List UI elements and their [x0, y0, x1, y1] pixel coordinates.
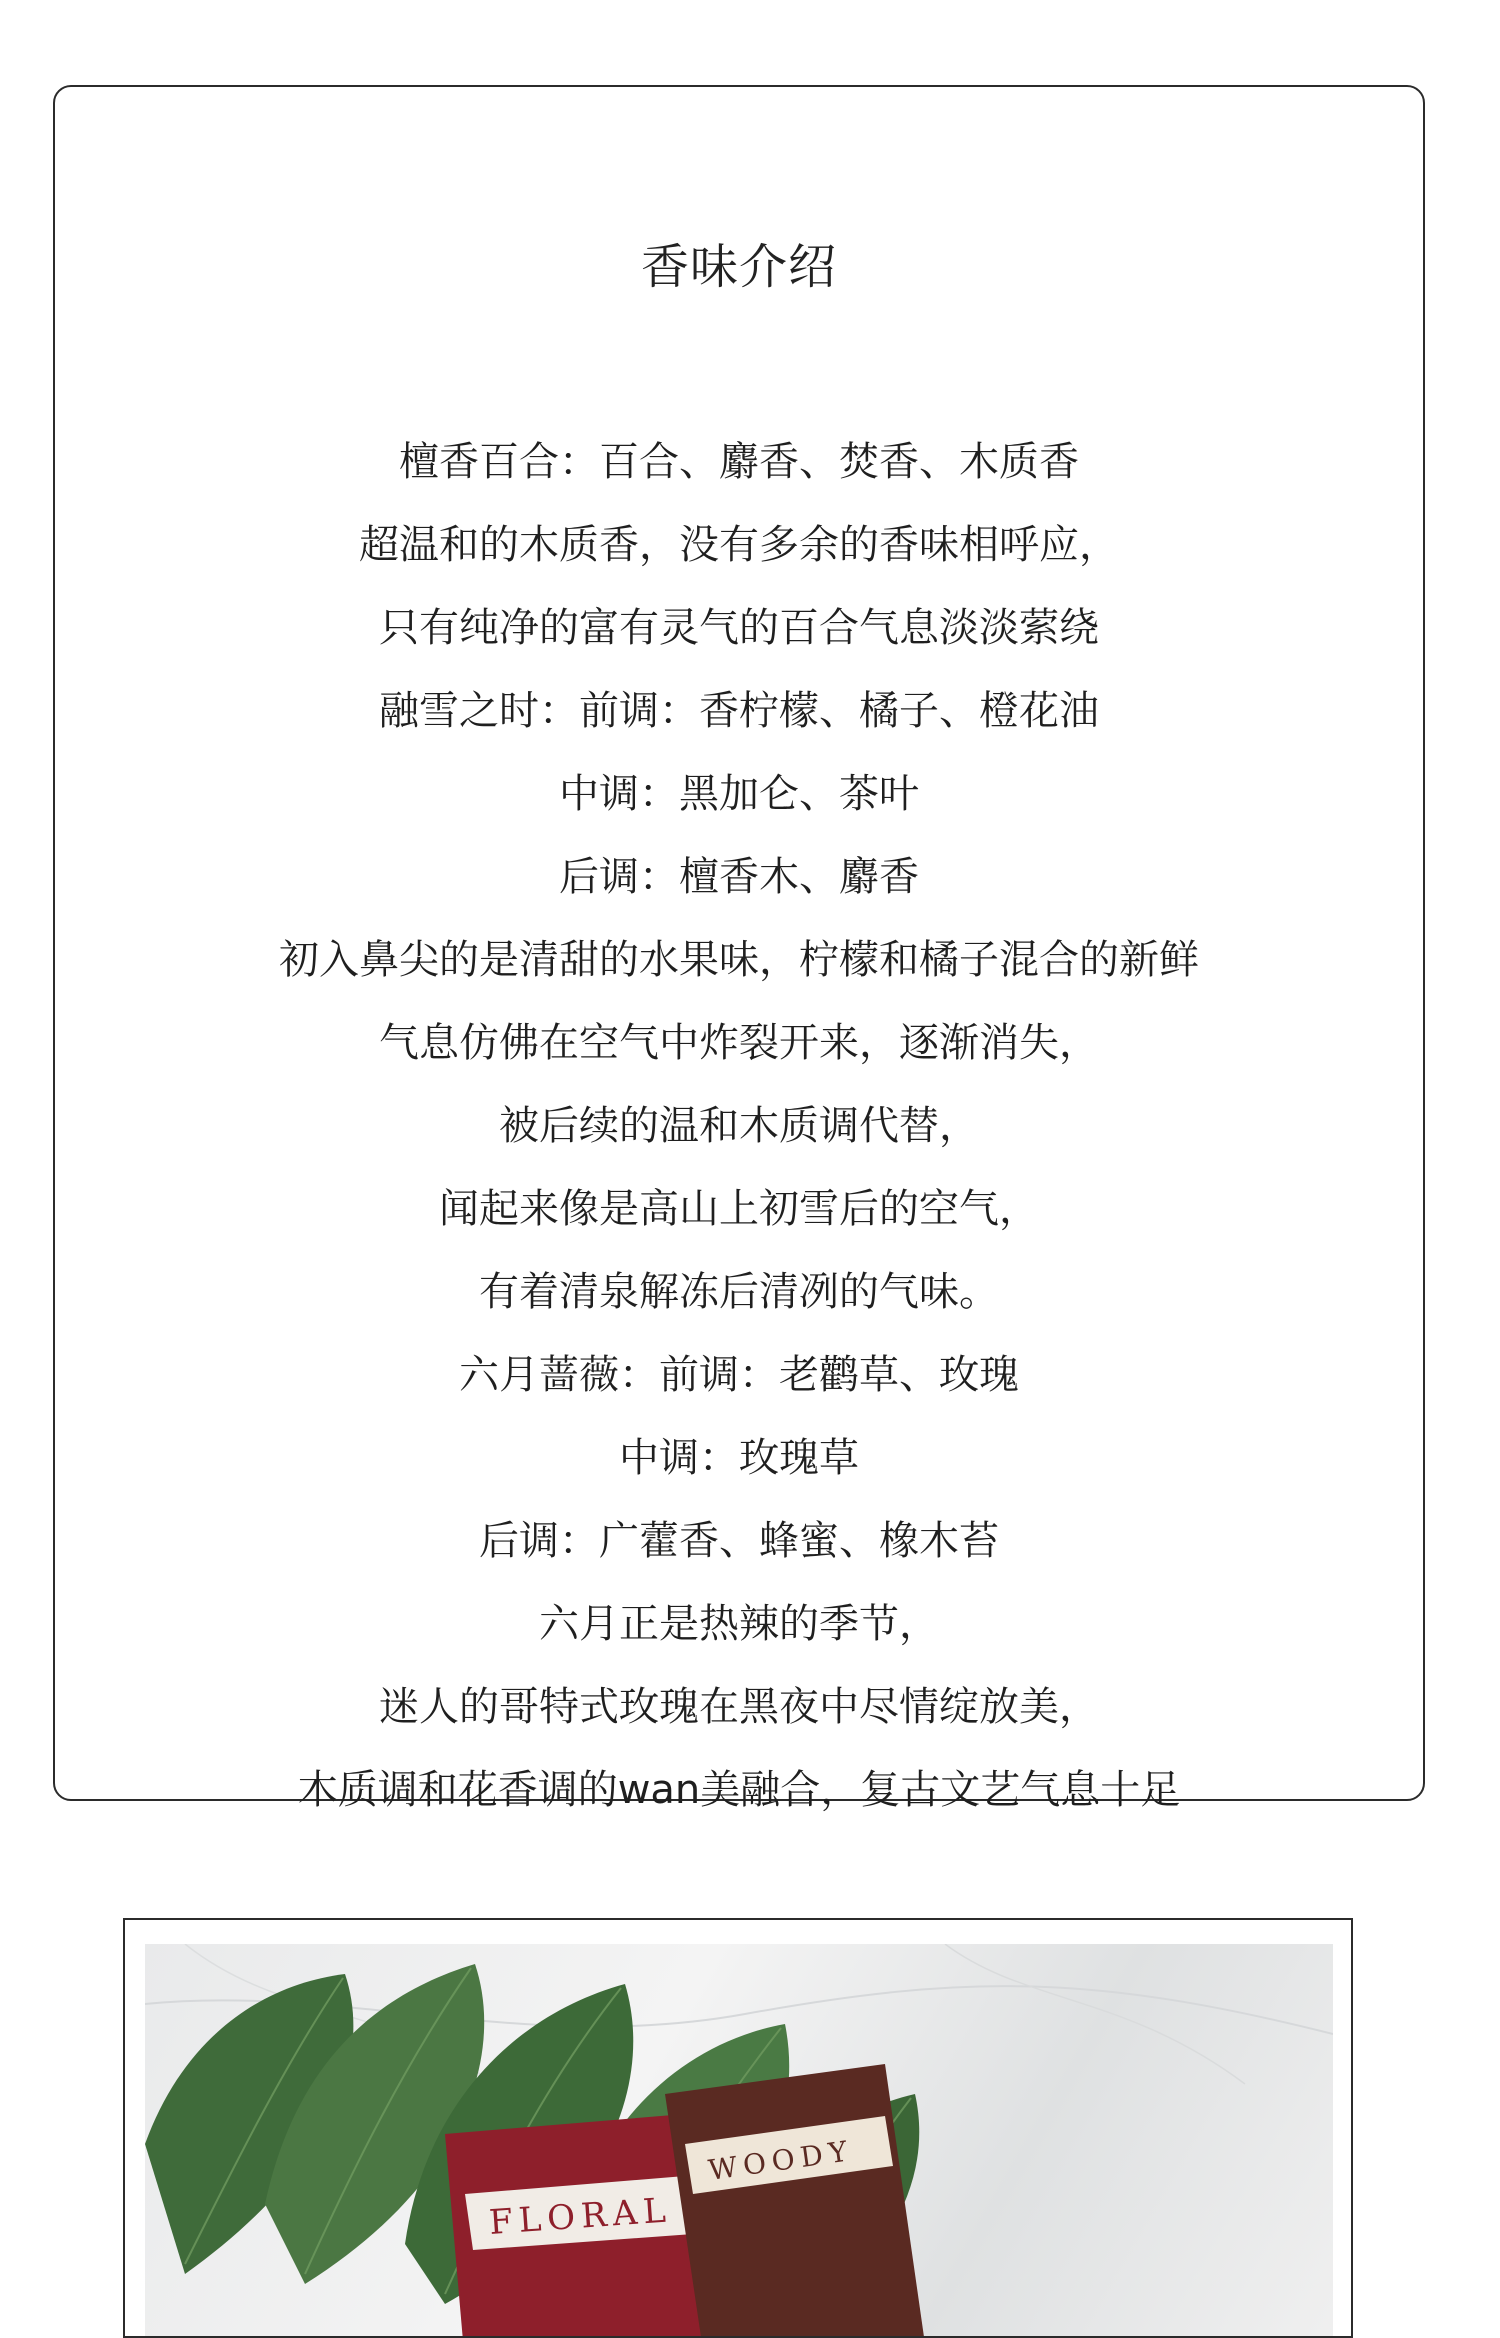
- text-line: 融雪之时：前调：香柠檬、橘子、橙花油: [379, 688, 1099, 734]
- fragrance-intro-card: [53, 85, 1425, 1813]
- text-line: 后调：广藿香、蜂蜜、橡木苔: [479, 1518, 999, 1564]
- product-photo-illustration: [145, 1944, 1333, 2338]
- text-line: 檀香百合：百合、麝香、焚香、木质香: [399, 439, 1079, 485]
- text-line: 六月正是热辣的季节，: [539, 1601, 939, 1647]
- card-title: 香味介绍: [640, 239, 837, 295]
- text-line: 迷人的哥特式玫瑰在黑夜中尽情绽放美，: [379, 1684, 1099, 1730]
- text-line: 后调：檀香木、麝香: [559, 854, 919, 900]
- text-line: 有着清泉解冻后清冽的气味。: [479, 1269, 999, 1315]
- text-line: 超温和的木质香，没有多余的香味相呼应，: [359, 522, 1119, 568]
- text-line: 被后续的温和木质调代替，: [499, 1103, 979, 1149]
- text-line: 中调：黑加仑、茶叶: [559, 771, 919, 817]
- text-line: 初入鼻尖的是清甜的水果味，柠檬和橘子混合的新鲜: [279, 937, 1199, 983]
- text-line: 六月蔷薇：前调：老鹳草、玫瑰: [459, 1352, 1019, 1398]
- text-line: 只有纯净的富有灵气的百合气息淡淡萦绕: [379, 605, 1099, 651]
- fragrance-description: [55, 421, 1423, 1832]
- text-line: 闻起来像是高山上初雪后的空气，: [439, 1186, 1039, 1232]
- text-line: 气息仿佛在空气中炸裂开来，逐渐消失，: [379, 1020, 1099, 1066]
- woody-label-text: WOODY: [706, 2133, 856, 2187]
- woody-product-pack: [665, 2064, 925, 2338]
- floral-product-pack: [445, 2114, 705, 2338]
- text-line: 中调：玫瑰草: [619, 1435, 859, 1481]
- text-line: 木质调和花香调的wan美融合，复古文艺气息十足: [297, 1767, 1181, 1813]
- floral-label-text: FLORAL: [487, 2190, 673, 2243]
- product-photo-frame: [123, 1918, 1353, 2338]
- product-photo: [145, 1944, 1333, 2338]
